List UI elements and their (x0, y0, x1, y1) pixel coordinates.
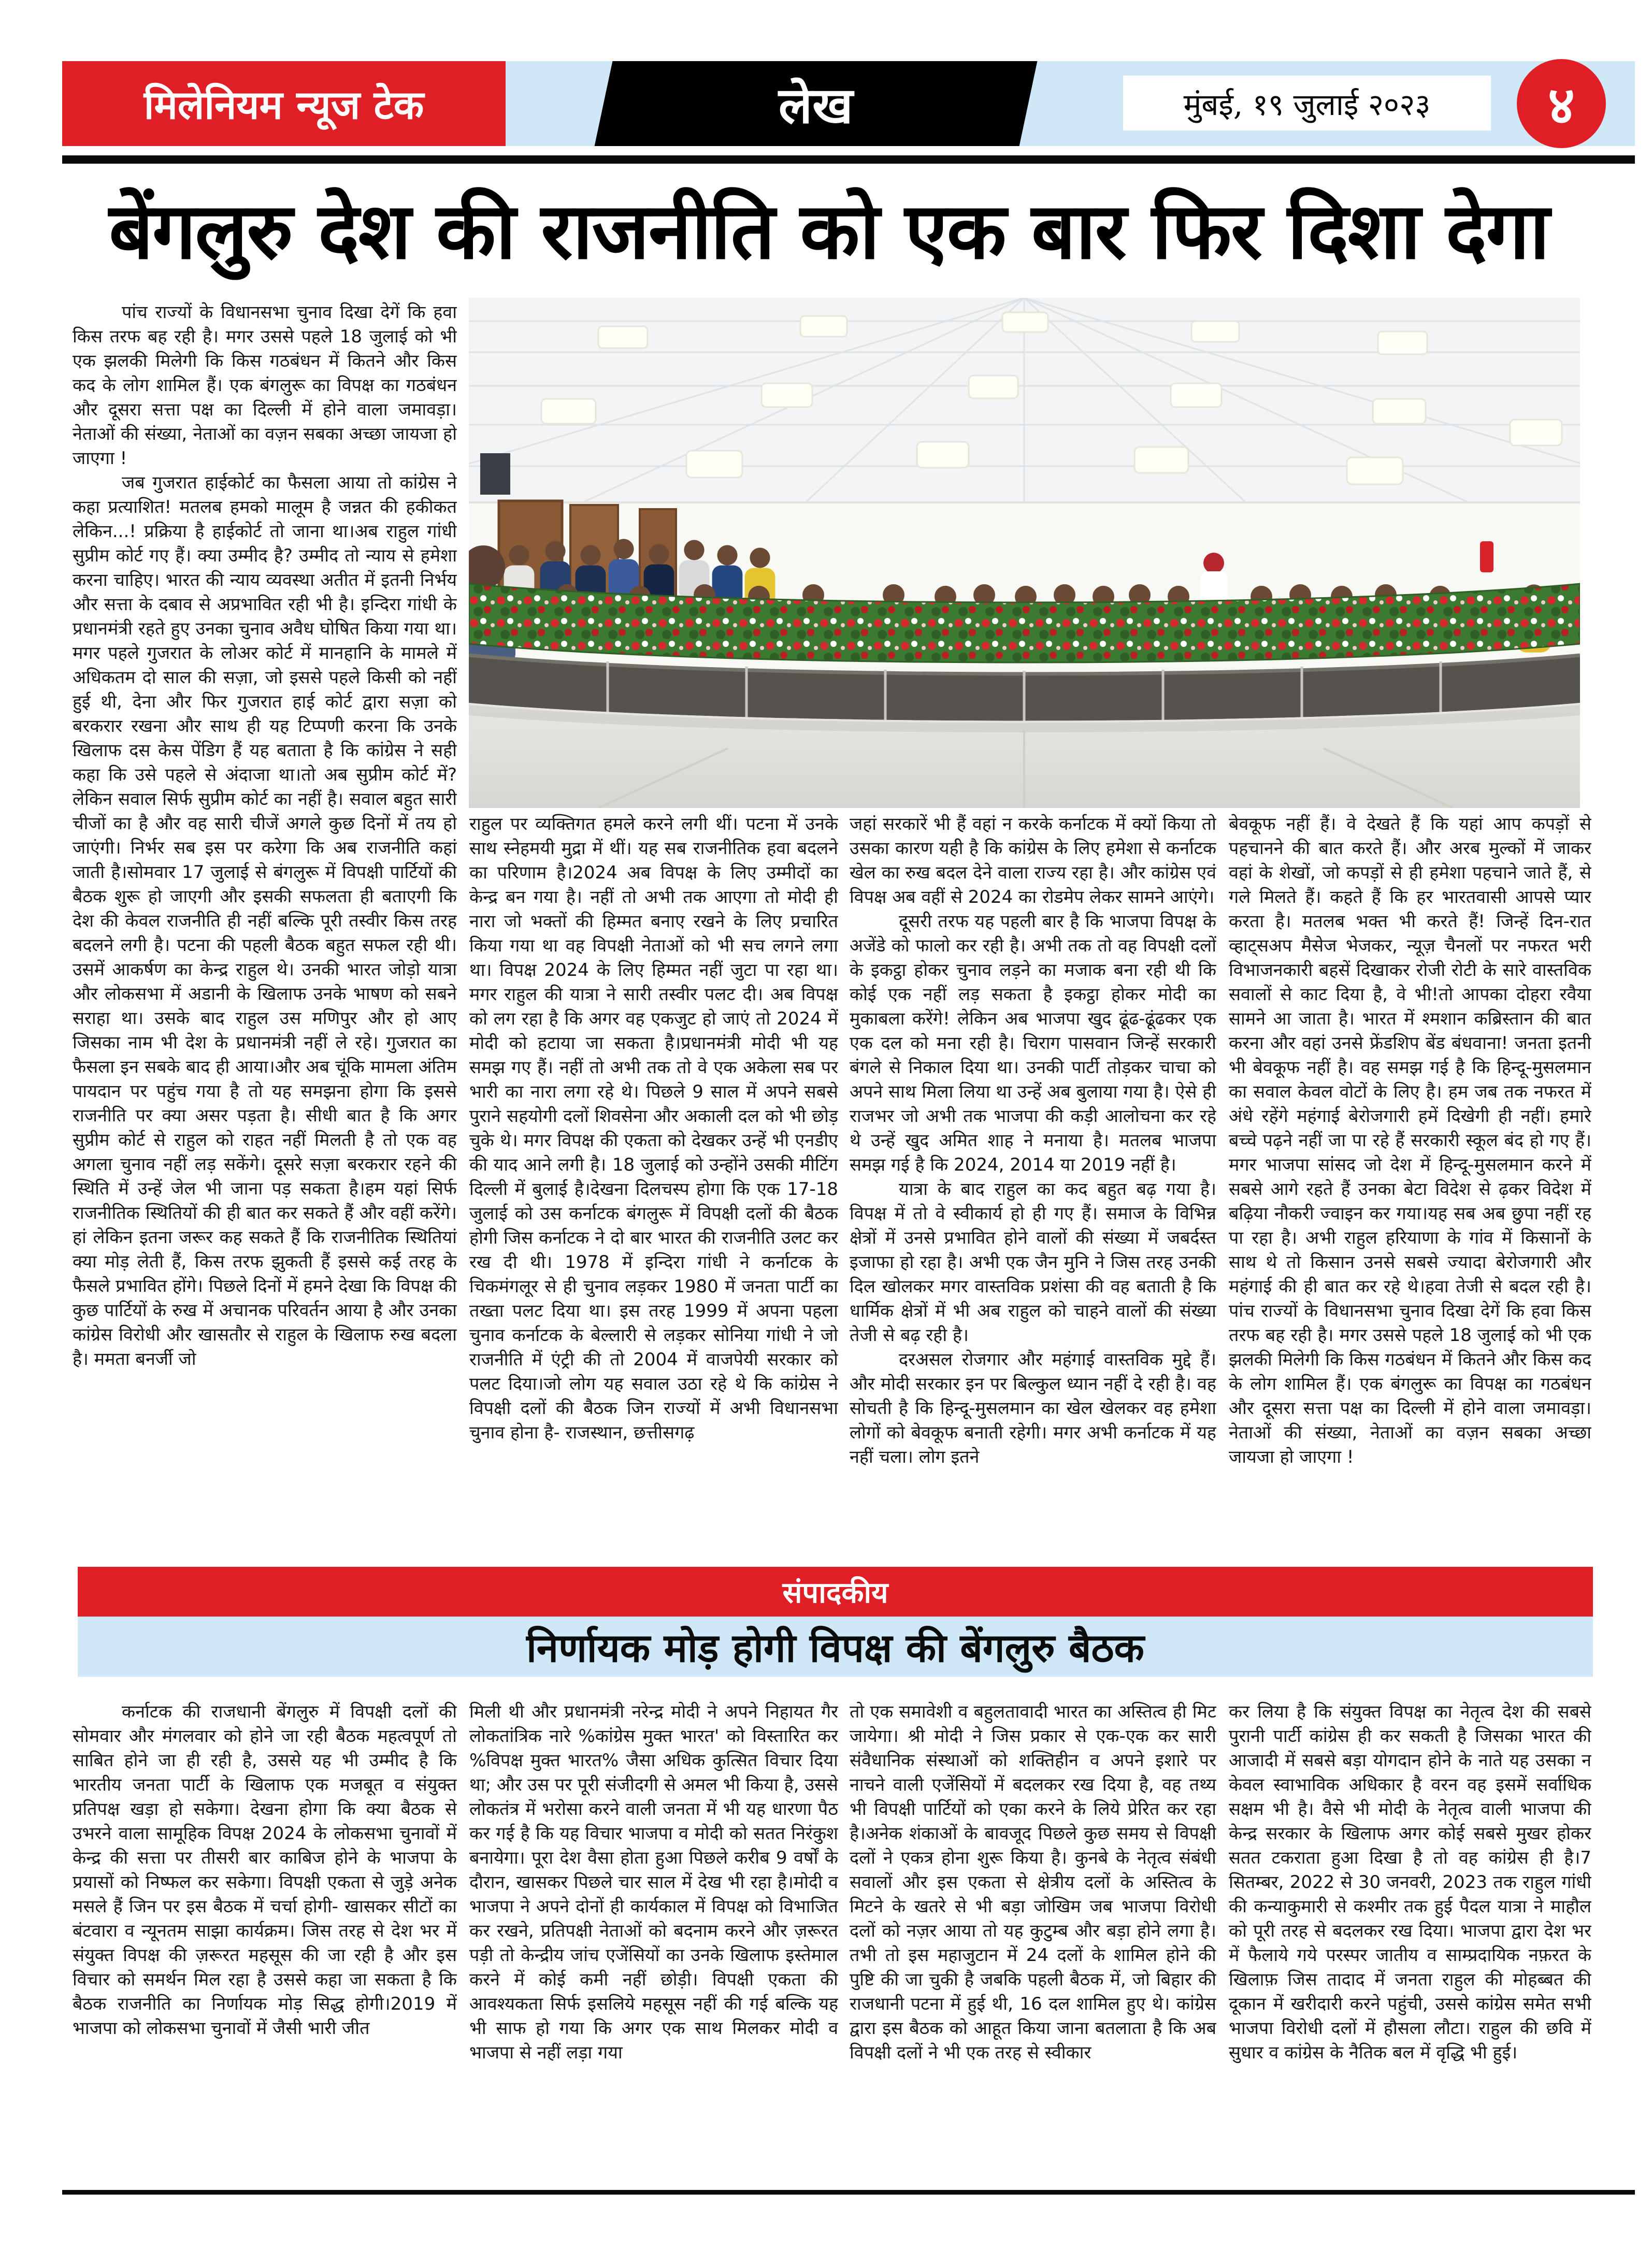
editorial-headline: निर्णायक मोड़ होगी विपक्ष की बेंगलुरु बैठक (526, 1624, 1144, 1671)
lead-headline: बेंगलुरु देश की राजनीति को एक बार फिर दिशा देगा (109, 186, 1549, 277)
article-column-1 (73, 300, 457, 1569)
ceiling (469, 298, 1580, 502)
article-column-4 (1229, 812, 1591, 1569)
editorial-headline-strip (78, 1617, 1593, 1677)
paragraph: दरअसल रोजगार और महंगाई वास्तविक मुद्दे हैं। और मोदी सरकार इन पर बिल्कुल ध्यान नहीं दे रही है। वह सोचती है कि हिन्दू-मुसलमान का खेल खेलकर वह हमेशा लोगों को बेवकूफ बनाती रहेगी। मगर अभी कर्नाटक में यह नहीं चला। लोग इतने (850, 1349, 1216, 1467)
paragraph: दूसरी तरफ यह पहली बार है कि भाजपा विपक्ष के अजेंडे को फालो कर रही है। अभी तक तो वह विपक्षी दलों के इकट्ठा होकर चुनाव लड़ने का मजाक बना रही थी कि कोई एक नहीं लड़ सकता है इकट्ठा होकर मोदी का मुकाबला करेंगे! लेकिन अब भाजपा खुद ढूंढ-ढूंढकर एक एक दल को मना रही है। चिराग पासवान जिन्हें सरकारी बंगले से निकाल दिया था। उनकी पार्टी तोड़कर चाचा को अपने साथ मिला लिया था उन्हें अब बुलाया गया है। ऐसे ही राजभर जो अभी तक भाजपा की कड़ी आलोचना कर रहे थे उन्हें खुद अमित शाह ने मनाया है। मतलब भाजपा समझ गई है कि 2024, 2014 या 2019 नहीं है। (850, 911, 1216, 1175)
editorial-bar (78, 1567, 1593, 1617)
article-column-3 (850, 812, 1216, 1569)
paragraph: तो एक समावेशी व बहुलतावादी भारत का अस्तित्व ही मिट जायेगा। श्री मोदी ने जिस प्रकार से एक-एक कर सारी संवैधानिक संस्थाओं को शक्तिहीन व अपने इशारे पर नाचने वाली एजेंसियों में बदलकर रख दिया है, वह तथ्य भी विपक्षी पार्टियों को एका करने के लिये प्रेरित कर रहा है।अनेक शंकाओं के बावजूद पिछले कुछ समय से विपक्षी दलों ने एकत्र होना शुरू किया है। कुनबे के नेतृत्व संबंधी सवालों और इस एकता से क्षेत्रीय दलों के अस्तित्व के मिटने के खतरे से भी बड़ा जोखिम जब भाजपा विरोधी दलों को नज़र आया तो यह कुटुम्ब और बड़ा होने लगा है। तभी तो इस महाजुटान में 24 दलों के शामिल होने की पुष्टि की जा चुकी है जबकि पहली बैठक में, जो बिहार की राजधानी पटना में हुई थी, 16 दल शामिल हुए थे। कांग्रेस द्वारा इस बैठक को आहूत किया जाना बतलाता है कि अब विपक्षी दलों ने भी एक तरह से स्वीकार (850, 1701, 1216, 2063)
editorial-column-2 (469, 1700, 838, 2183)
editorial-label: संपादकीय (782, 1576, 888, 1610)
paragraph: कर्नाटक की राजधानी बेंगलुरु में विपक्षी दलों की सोमवार और मंगलवार को होने जा रही बैठक महत्वपूर्ण तो साबित होने जा ही रही है, उससे यह भी उम्मीद है कि भारतीय जनता पार्टी के खिलाफ एक मजबूत व संयुक्त प्रतिपक्ष खड़ा हो सकेगा। देखना होगा कि क्या बैठक से उभरने वाला सामूहिक विपक्ष 2024 के लोकसभा चुनावों में केन्द्र की सत्ता पर तीसरी बार काबिज होने के भाजपा के प्रयासों को निष्फल कर सकेगा। विपक्षी एकता से जुड़े अनेक मसले हैं जिन पर इस बैठक में चर्चा होगी- खासकर सीटों का बंटवारा व न्यूनतम साझा कार्यक्रम। जिस तरह से देश भर में संयुक्त विपक्ष की ज़रूरत महसूस की जा रही है और इस विचार को समर्थन मिल रहा है उससे कहा जा सकता है कि बैठक राजनीति का निर्णायक मोड़ सिद्ध होगी।2019 में भाजपा को लोकसभा चुनावों में जैसी भारी जीत (73, 1701, 457, 2039)
dateline: मुंबई, १९ जुलाई २०२३ (1183, 86, 1431, 122)
page-number: ४ (1548, 75, 1575, 136)
wall-speaker (480, 453, 510, 495)
page-number-badge (1517, 59, 1606, 148)
meeting-photo (469, 298, 1580, 808)
section-banner (595, 61, 1038, 146)
paragraph: पांच राज्यों के विधानसभा चुनाव दिखा देगें कि हवा किस तरफ बह रही है। मगर उससे पहले 18 जुलाई को भी एक झलकी मिलेगी कि किस गठबंधन में कितने और किस कद के लोग शामिल हैं। एक बंगलुरू का विपक्ष का गठबंधन और दूसरा सत्ता पक्ष का दिल्ली में होने वाला जमावड़ा। नेताओं की संख्या, नेताओं का वज़न सबका अच्छा जायजा हो जाएगा ! (73, 302, 457, 469)
bottom-rule (62, 2190, 1635, 2195)
meeting-photo-art (469, 298, 1580, 808)
editorial-column-1 (73, 1700, 457, 2183)
paragraph: जहां सरकारें भी हैं वहां न करके कर्नाटक में क्यों किया तो उसका कारण यही है कि कांग्रेस के लिए हमेशा से कर्नाटक खेल का रुख बदल देने वाला राज्य रहा है। और कांग्रेस एवं विपक्ष अब वहीं से 2024 का रोडमेप लेकर सामने आएंगे। (850, 814, 1216, 907)
paragraph: बेवकूफ नहीं हैं। वे देखते हैं कि यहां आप कपड़ों से पहचानने की बात करते हैं। और अरब मुल्कों में जाकर वहां के शेखों, जो कपड़ों से ही हमेशा पहचाने जाते हैं, से गले मिलते हैं। कहते हैं कि हर भारतवासी आपसे प्यार करता है। मतलब भक्त भी करते हैं! जिन्हें दिन-रात व्हाट्सअप मैसेज भेजकर, न्यूज़ चैनलों पर नफरत भरी विभाजनकारी बहसें दिखाकर रोजी रोटी के सारे वास्तविक सवालों से काट दिया है, वे भी!तो आपका दोहरा रवैया सामने आ जाता है। भारत में श्मशान कब्रिस्तान की बात करना और वहां उनसे फ्रेंडशिप बेंड बंधवाना! जनता इतनी भी बेवकूफ नहीं है। वह समझ गई है कि हिन्दू-मुसलमान का सवाल केवल वोटों के लिए है। हम जब तक नफरत में अंधे रहेंगे महंगाई बेरोजगारी हमें दिखेगी ही नहीं। हमारे बच्चे पढ़ने नहीं जा पा रहे हैं सरकारी स्कूल बंद हो गए हैं। मगर भाजपा सांसद जो देश में हिन्दू-मुसलमान करने में सबसे आगे रहते हैं उनका बेटा विदेश से ढ़कर विदेश में बढ़िया नौकरी ज्वाइन कर गया।यह सब अब छुपा नहीं रह पा रहा है। अभी राहुल हरियाणा के गांव में किसानों के साथ थे तो किसान उनसे सबसे ज्यादा बेरोजगारी और महंगाई की ही बात कर रहे थे।हवा तेजी से बदल रही है। पांच राज्यों के विधानसभा चुनाव दिखा देगें कि हवा किस तरफ बह रही है। मगर उससे पहले 18 जुलाई को भी एक झलकी मिलेगी कि किस गठबंधन में कितने और किस कद के लोग शामिल हैं। एक बंगलुरू का विपक्ष का गठबंधन और दूसरा सत्ता पक्ष का दिल्ली में होने वाला जमावड़ा। नेताओं की संख्या, नेताओं का वज़न सबका अच्छा जायजा हो जाएगा ! (1229, 814, 1591, 1467)
date-box (1123, 76, 1491, 131)
masthead-brand-box (62, 61, 506, 146)
editorial-column-4 (1229, 1700, 1591, 2183)
paper-name: मिलेनियम न्यूज टेक (143, 81, 424, 128)
paragraph: यात्रा के बाद राहुल का कद बहुत बढ़ गया है। विपक्ष में तो वे स्वीकार्य हो ही गए हैं। समाज के विभिन्न क्षेत्रों में उनसे प्रभावित होने वालों की संख्या में जबर्दस्त इजाफा हो रहा है। अभी एक जैन मुनि ने जिस तरह उनकी दिल खोलकर मगर वास्तविक प्रशंसा की वह बताती है कि धार्मिक क्षेत्रों में भी अब राहुल को चाहने वालों की संख्या तेजी से बढ़ रही है। (850, 1179, 1216, 1346)
paragraph: मिली थी और प्रधानमंत्री नरेन्द्र मोदी ने अपने निहायत गैर लोकतांत्रिक नारे %कांग्रेस मुक्त भारत' को विस्तारित कर %विपक्ष मुक्त भारत% जैसा अधिक कुत्सित विचार दिया था; और उस पर पूरी संजीदगी से अमल भी किया है, उससे लोकतंत्र में भरोसा करने वाली जनता में भी यह धारणा पैठ कर गई है कि यह विचार भाजपा व मोदी को सतत निरंकुश बनायेगा। पूरा देश वैसा होता हुआ पिछले करीब 9 वर्षों के दौरान, खासकर पिछले चार साल में देख भी रहा है।मोदी व भाजपा ने अपने दोनों ही कार्यकाल में विपक्ष को विभाजित कर रखने, प्रतिपक्षी नेताओं को बदनाम करने और ज़रूरत पड़ी तो केन्द्रीय जांच एजेंसियों का उनके खिलाफ इस्तेमाल करने में कोई कमी नहीं छोड़ी। विपक्षी एकता की आवश्यकता सिर्फ इसलिये महसूस नहीं की गई बल्कि यह भी साफ हो गया कि अगर एक साथ मिलकर मोदी व भाजपा से नहीं लड़ा गया (469, 1701, 838, 2063)
turban-person (1200, 553, 1227, 604)
editorial-column-3 (850, 1700, 1216, 2183)
paragraph: जब गुजरात हाईकोर्ट का फैसला आया तो कांग्रेस ने कहा प्रत्याशित! मतलब हमको मालूम है जन्नत की हकीकत लेकिन...! प्रक्रिया है हाईकोर्ट तो जाना था।अब राहुल गांधी सुप्रीम कोर्ट गए हैं। क्या उम्मीद है? उम्मीद तो न्याय से हमेशा करना चाहिए। भारत की न्याय व्यवस्था अतीत में इतनी निर्भय और सत्ता के दबाव से अप्रभावित रही भी है। इन्दिरा गांधी के प्रधानमंत्री रहते हुए उनका चुनाव अवैध घोषित किया गया था। मगर पहले गुजरात के लोअर कोर्ट में मानहानि के मामले में अधिकतम दो साल की सज़ा, जो इससे पहले किसी को नहीं हुई थी, देना और फिर गुजरात हाई कोर्ट द्वारा सज़ा को बरकरार रखना और साथ ही यह टिप्पणी करना कि उनके खिलाफ दस केस पेंडिग हैं यह बताता है कि कांग्रेस ने सही कहा कि उसे पहले से अंदाजा था।तो अब सुप्रीम कोर्ट में? लेकिन सवाल सिर्फ सुप्रीम कोर्ट का नहीं है। सवाल बहुत सारी चीजों का है और वह सारी चीजें अगले कुछ दिनों में तय हो जाएंगी। निर्भर सब इस पर करेगा कि अब राजनीति कहां जाती है।सोमवार 17 जुलाई से बंगलुरू में विपक्षी पार्टियों की बैठक शुरू हो जाएगी और इसकी सफलता ही बताएगी कि देश की केवल राजनीति ही नहीं बल्कि पूरी तस्वीर किस तरह बदलने लगी है। पटना की पहली बैठक बहुत सफल रही थी। उसमें आकर्षण का केन्द्र राहुल थे। उनकी भारत जोड़ो यात्रा और लोकसभा में अडानी के खिलाफ उनके भाषण को सबने सराहा था। उसके बाद राहुल उस मणिपुर और हो आए जिसका नाम भी देश के प्रधानमंत्री नहीं ले रहे। गुजरात का फैसला इन सबके बाद ही आया।और अब चूंकि मामला अंतिम पायदान पर पहुंच गया है तो यह समझना होगा कि इससे राजनीति पर क्या असर पड़ता है। सीधी बात है कि अगर सुप्रीम कोर्ट से राहुल को राहत नहीं मिलती है तो एक वह अगला चुनाव नहीं लड़ सकेंगे। दूसरे सज़ा बरकरार रहने की स्थिति में उन्हें जेल भी जाना पड़ सकता है।हम यहां सिर्फ राजनीतिक स्थितियों की ही बात कर सकते हैं और वहीं करेंगे। हां लेकिन इतना जरूर कह सकते हैं कि राजनीतिक स्थितियां क्या मोड़ लेती हैं, किस तरफ झुकती हैं इससे कई तरह के फैसले प्रभावित होंगे। पिछले दिनों में हमने देखा कि विपक्ष की कुछ पार्टियों के रुख में अचानक परिवर्तन आया है और उनका कांग्रेस विरोधी और खासतौर से राहुल के खिलाफ रुख बदला है। ममता बनर्जी जो (73, 472, 457, 1369)
paragraph: कर लिया है कि संयुक्त विपक्ष का नेतृत्व देश की सबसे पुरानी पार्टी कांग्रेस ही कर सकती है जिसका भारत की आजादी में सबसे बड़ा योगदान होने के नाते यह उसका न केवल स्वाभाविक अधिकार है वरन वह इसमें सर्वाधिक सक्षम भी है। वैसे भी मोदी के नेतृत्व वाली भाजपा की केन्द्र सरकार के खिलाफ अगर कोई सबसे मुखर होकर सतत टकराता हुआ दिखा है तो वह कांग्रेस ही है।7 सितम्बर, 2022 से 30 जनवरी, 2023 तक राहुल गांधी की कन्याकुमारी से कश्मीर तक हुई पैदल यात्रा ने माहौल को पूरी तरह से बदलकर रख दिया। भाजपा द्वारा देश भर में फैलाये गये परस्पर जातीय व साम्प्रदायिक नफ़रत के खिलाफ़ जिस तादाद में जनता राहुल की मोहब्बत की दूकान में खरीदारी करने पहुंची, उससे कांग्रेस समेत सभी भाजपा विरोधी दलों में हौसला लौटा। राहुल की छवि में सुधार व कांग्रेस के नैतिक बल में वृद्धि भी हुई। (1229, 1701, 1591, 2063)
section-label: लेख (779, 76, 853, 135)
article-column-2 (469, 812, 838, 1569)
paragraph: राहुल पर व्यक्तिगत हमले करने लगी थीं। पटना में उनके साथ स्नेहमयी मुद्रा में थीं। यह सब राजनीतिक हवा बदलने का परिणाम है।2024 अब विपक्ष के लिए उम्मीदों का केन्द्र बन गया है। नहीं तो अभी तक आएगा तो मोदी ही नारा जो भक्तों की हिम्मत बनाए रखने के लिए प्रचारित किया गया था वह विपक्षी नेताओं को भी सच लगने लगा था। विपक्ष 2024 के लिए हिम्मत नहीं जुटा पा रहा था। मगर राहुल की यात्रा ने सारी तस्वीर पलट दी। अब विपक्ष को लग रहा है कि अगर वह एकजुट हो जाएं तो 2024 में मोदी को हटाया जा सकता है।प्रधानमंत्री मोदी भी यह समझ गए हैं। नहीं तो अभी तक तो वे एक अकेला सब पर भारी का नारा लगा रहे थे। पिछले 9 साल में अपने सबसे पुराने सहयोगी दलों शिवसेना और अकाली दल को भी छोड़ चुके थे। मगर विपक्ष की एकता को देखकर उन्हें भी एनडीए की याद आने लगी है। 18 जुलाई को उन्होंने उसकी मीटिंग दिल्ली में बुलाई है।देखना दिलचस्प होगा कि एक 17-18 जुलाई को उस कर्नाटक बंगलुरू में विपक्षी दलों की बैठक होगी जिस कर्नाटक ने दो बार भारत की राजनीति उलट कर रख दी थी। 1978 में इन्दिरा गांधी ने कर्नाटक के चिकमंगलूर से ही चुनाव लड़कर 1980 में जनता पार्टी का तख्ता पलट दिया था। इस तरह 1999 में अपना पहला चुनाव कर्नाटक के बेल्लारी से लड़कर सोनिया गांधी ने जो राजनीति में एंट्री की तो 2004 में वाजपेयी सरकार को पलट दिया।जो लोग यह सवाल उठा रहे थे कि कांग्रेस ने विपक्षी दलों की बैठक जिन राज्यों में अभी विधानसभा चुनाव होना है- राजस्थान, छत्तीसगढ़ (469, 814, 838, 1443)
fire-extinguisher (1480, 541, 1493, 572)
masthead-rule (62, 155, 1635, 164)
